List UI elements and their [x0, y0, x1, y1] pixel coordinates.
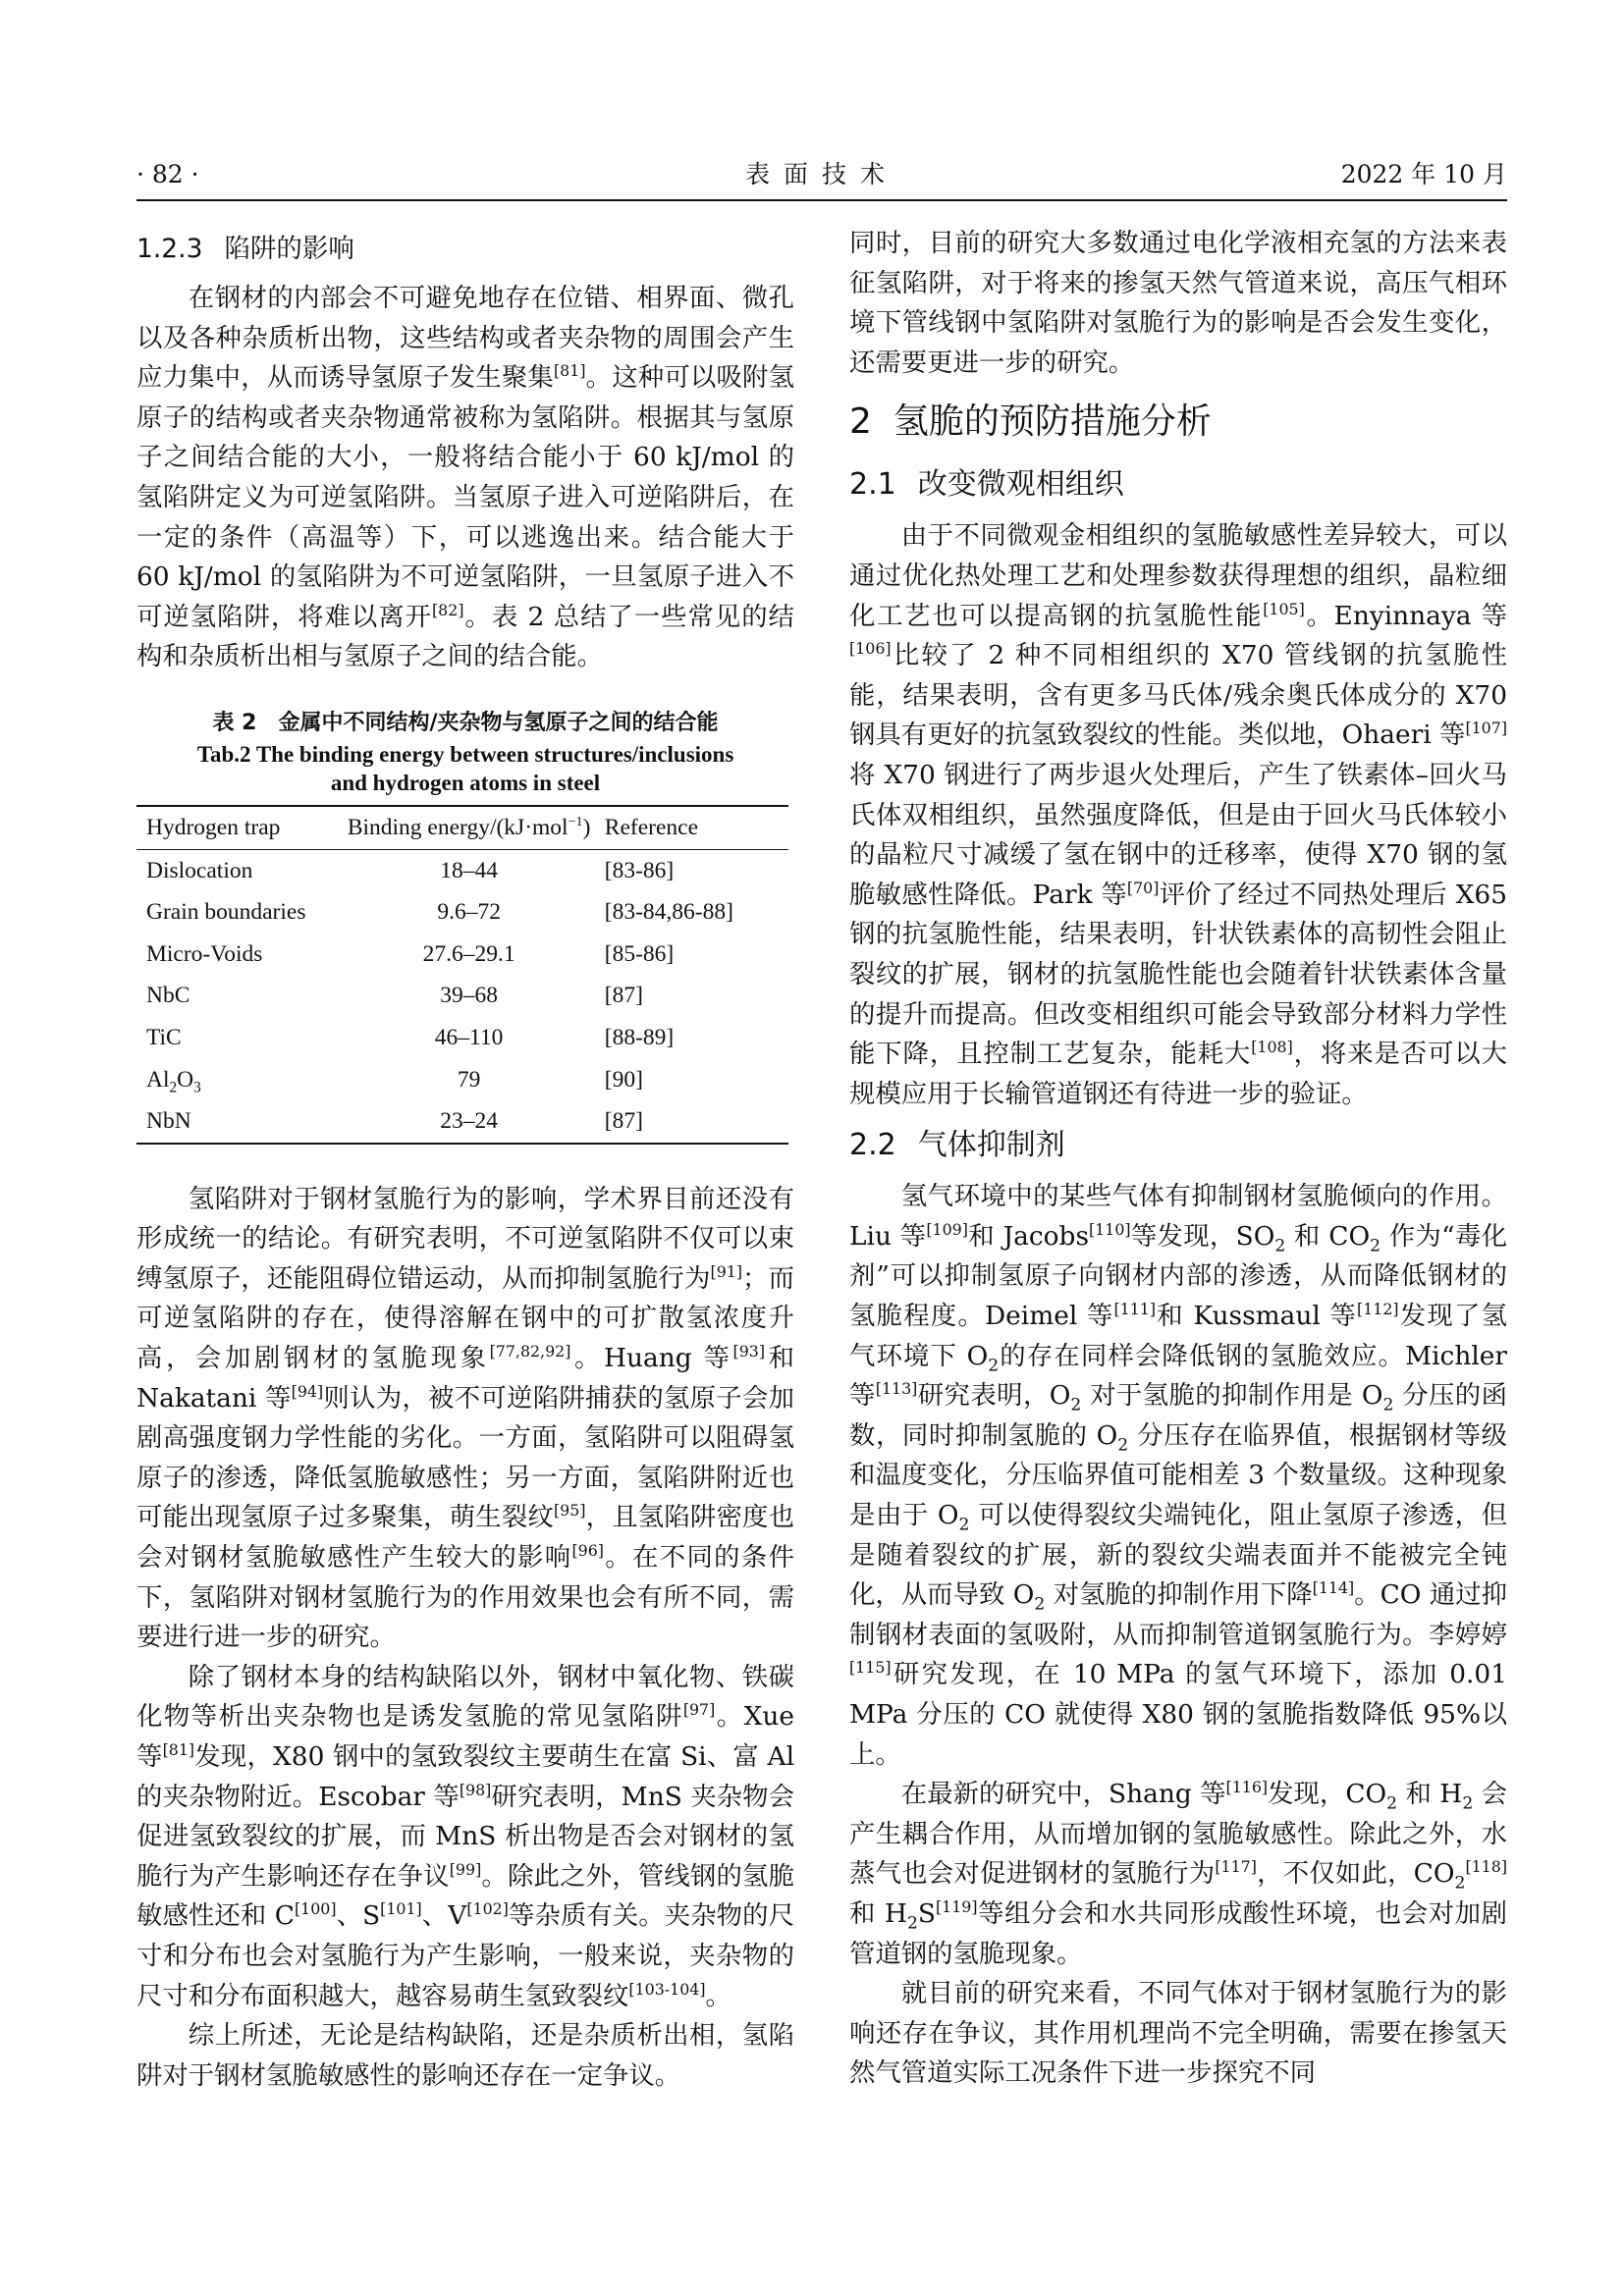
left-column [136, 224, 794, 2257]
paragraph: 综上所述，无论是结构缺陷，还是杂质析出相，氢陷阱对于钢材氢脆敏感性的影响还存在一定争议。 [136, 2020, 794, 2091]
table-caption-en: Tab.2 The binding energy between structures/inclusions and hydrogen atoms in steel [196, 741, 734, 795]
section-heading-2: 2 氢脆的预防措施分析 [849, 401, 1212, 443]
paragraph: 由于不同微观金相组织的氢脆敏感性差异较大，可以通过优化热处理工艺和处理参数获得理想的组织，晶粒细化工艺也可以提高钢的抗氢脆性能[105]。Enyinnaya 等[106]比较了 2 种不同相组织的 X70 管线钢的抗氢脆性能，结果表明，含有更多马氏体/残余奥氏体成分的 X70 钢具有更好的抗氢致裂纹的性能。类似地，Ohaeri 等[107]将 X70 钢进行了两步退火处理后，产生了铁素体–回火马氏体双相组织，虽然强度降低，但是由于回火马氏体较小的晶粒尺寸减缓了氢在钢中的迁移率，使得 X70 钢的氢脆敏感性降低。Park 等[70]评价了经过不同热处理后 X65 钢的抗氢脆性能，结果表明，针状铁素体的高韧性会阻止裂纹的扩展，钢材的抗氢脆性能也会随着针状铁素体含量的提升而提高。但改变相组织可能会导致部分材料力学性能下降，且控制工艺复杂，能耗大[108]，将来是否可以大规模应用于长输管道钢还有待进一步的验证。 [849, 520, 1507, 1109]
column-header-energy: Binding energy/(kJ·mol$^{-1}$) [345, 806, 592, 849]
paragraph-continued: 同时，目前的研究大多数通过电化学液相充氢的方法来表征氢陷阱，对于将来的掺氢天然气管道来说，高压气相环境下管线钢中氢陷阱对氢脆行为的影响是否会发生变化，还需要更进一步的研究。 [849, 228, 1507, 378]
table-header-row [136, 806, 788, 849]
paragraph: 氢气环境中的某些气体有抑制钢材氢脆倾向的作用。Liu 等[109]和 Jacobs[110]等发现，$SO_2$ 和 $CO_2$ 作为“毒化剂”可以抑制氢原子向钢材内部的渗透，从而降低钢材的氢脆程度。Deimel 等[111]和 Kussmaul 等[112]发现了氢气环境下 $O_2$的存在同样会降低钢的氢脆效应。Michler 等[113]研究表明，$O_2$ 对于氢脆的抑制作用是 $O_2$ 分压的函数，同时抑制氢脆的 $O_2$ 分压存在临界值，根据钢材等级和温度变化，分压临界值可能相差 3 个数量级。这种现象是由于 $O_2$ 可以使得裂纹尖端钝化，阻止氢原子渗透，但是随着裂纹的扩展，新的裂纹尖端表面并不能被完全钝化，从而导致 $O_2$ 对氢脆的抑制作用下降[114]。CO 通过抑制钢材表面的氢吸附，从而抑制管道钢氢脆行为。李婷婷[115]研究发现，在 10 MPa 的氢气环境下，添加 0.01 MPa 分压的 CO 就使得 X80 钢的氢脆指数降低 95%以上。 [849, 1181, 1507, 1770]
journal-name: 表面技术 [744, 160, 898, 188]
section-heading-1-2-3: 1.2.3 陷阱的影响 [136, 234, 354, 264]
column-header-reference: Reference [593, 806, 788, 849]
issue-date: 2022 年 10 月 [1340, 160, 1507, 188]
table-row: NbN 23–24 [87] [136, 1100, 788, 1144]
header-rule [136, 199, 1507, 201]
table-row: Grain boundaries 9.6–72 [83-84,86-88] [146, 899, 733, 926]
table-row: $Al_2O_3$ 79 [90] [146, 1066, 643, 1096]
paragraph: 在钢材的内部会不可避免地存在位错、相界面、微孔以及各种杂质析出物，这些结构或者夹杂物的周围会产生应力集中，从而诱导氢原子发生聚集[81]。这种可以吸附氢原子的结构或者夹杂物通常被称为氢陷阱。根据其与氢原子之间结合能的大小，一般将结合能小于 60 kJ/mol 的氢陷阱定义为可逆氢陷阱。当氢原子进入可逆陷阱后，在一定的条件（高温等）下，可以逃逸出来。结合能大于 60 kJ/mol 的氢陷阱为不可逆氢陷阱，一旦氢原子进入不可逆氢陷阱，将难以离开[82]。表 2 总结了一些常见的结构和杂质析出相与氢原子之间的结合能。 [136, 283, 794, 672]
binding-energy-table [136, 805, 788, 1145]
table-row: Micro-Voids 27.6–29.1 [85-86] [146, 940, 675, 967]
citation: [82] [432, 600, 464, 619]
right-column [849, 224, 1507, 2257]
paragraph: 在最新的研究中，Shang 等[116]发现，$CO_2$ 和 $H_2$ 会产生耦合作用，从而增加钢的氢脆敏感性。除此之外，水蒸气也会对促进钢材的氢脆行为[117]，不仅如此，$CO_2[118]$和 $H_2S[119]$等组分会和水共同形成酸性环境，也会对加剧管道钢的氢脆现象。 [849, 1778, 1507, 1969]
section-heading-2-1: 2.1 改变微观相组织 [849, 467, 1124, 503]
running-header [136, 157, 1507, 192]
section-heading-2-2: 2.2 气体抑制剂 [849, 1128, 1065, 1163]
table-row: TiC 46–110 [88-89] [146, 1024, 675, 1050]
citation: [81] [554, 361, 586, 381]
table-row: NbC 39–68 [87] [146, 983, 643, 1009]
table-caption-zh: 表 2 金属中不同结构/夹杂物与氢原子之间的结合能 [212, 710, 719, 735]
paragraph: 就目前的研究来看，不同气体对于钢材氢脆行为的影响还存在争议，其作用机理尚不完全明确，需要在掺氢天然气管道实际工况条件下进一步探究不同 [849, 1978, 1507, 2089]
table-row: Dislocation 18–44 [83-86] [146, 857, 675, 883]
column-header-trap: Hydrogen trap [136, 806, 345, 849]
paragraph: 氢陷阱对于钢材氢脆行为的影响，学术界目前还没有形成统一的结论。有研究表明，不可逆氢陷阱不仅可以束缚氢原子，还能阻碍位错运动，从而抑制氢脆行为[91]；而可逆氢陷阱的存在，使得溶解在钢中的可扩散氢浓度升高，会加剧钢材的氢脆现象[77,82,92]。Huang 等[93]和 Nakatani 等[94]则认为，被不可逆陷阱捕获的氢原子会加剧高强度钢力学性能的劣化。一方面，氢陷阱可以阻碍氢原子的渗透，降低氢脆敏感性；另一方面，氢陷阱附近也可能出现氢原子过多聚集，萌生裂纹[95]，且氢陷阱密度也会对钢材氢脆敏感性产生较大的影响[96]。在不同的条件下，氢陷阱对钢材氢脆行为的作用效果也会有所不同，需要进行进一步的研究。 [136, 1183, 794, 1653]
table-caption [136, 707, 794, 797]
paragraph: 除了钢材本身的结构缺陷以外，钢材中氧化物、铁碳化物等析出夹杂物也是诱发氢脆的常见氢陷阱[97]。Xue 等[81]发现，X80 钢中的氢致裂纹主要萌生在富 Si、富 Al 的夹杂物附近。Escobar 等[98]研究表明，MnS 夹杂物会促进氢致裂纹的扩展，而 MnS 析出物是否会对钢材的氢脆行为产生影响还存在争议[99]。除此之外，管线钢的氢脆敏感性还和 C[100]、S[101]、V[102]等杂质有关。夹杂物的尺寸和分布也会对氢脆行为产生影响，一般来说，夹杂物的尺寸和分布面积越大，越容易萌生氢致裂纹[103-104]。 [136, 1661, 794, 2011]
page-number: · 82 · [136, 160, 199, 188]
